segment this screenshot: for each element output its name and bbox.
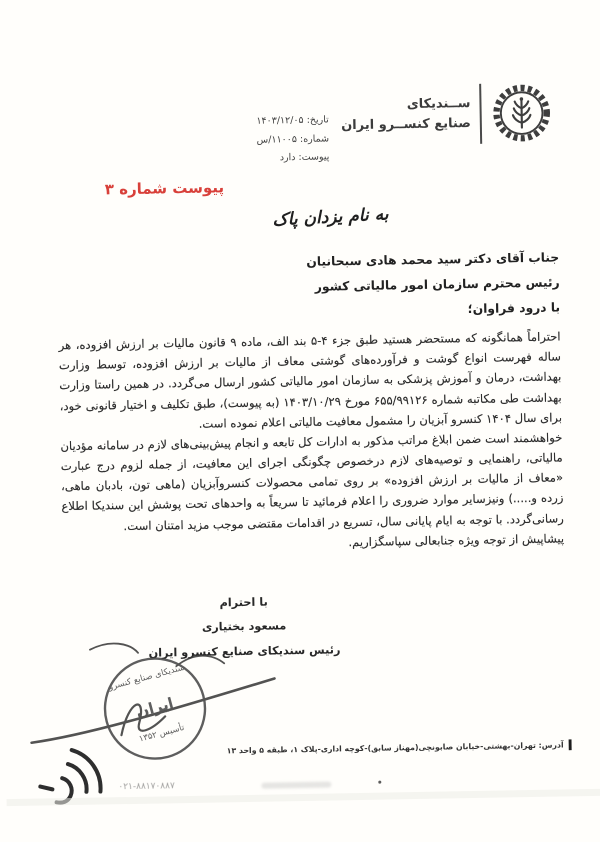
recipient-name: جناب آقای دکتر سید محمد هادی سبحانیان <box>306 250 560 269</box>
org-name-line1: ســندیکای <box>406 95 471 112</box>
signatory-title: رئیس سندیکای صنایع کنسرو ایران <box>148 642 341 660</box>
recipient-title: رئیس محترم سازمان امور مالیاتی کشور <box>314 275 560 294</box>
closing-line: پیشاپیش از توجه ویژه جنابعالی سپاسگزاریم. <box>348 531 565 549</box>
footer-phone-smudge <box>261 782 331 789</box>
address-text: آدرس: تهران-بهشتی-خیابان صابونچی(مهناز سابق)-کوچه اداری-پلاک ۱، طبقه ۵ واحد ۱۳ <box>226 740 564 756</box>
recipient-block <box>117 245 560 328</box>
letter-attachment: پیوست: دارد <box>279 151 330 164</box>
stamp-center-text: ایران <box>134 693 176 722</box>
footer-arcs-mark <box>32 745 122 839</box>
org-name <box>341 94 471 137</box>
stamp-ring-text: سندیکای صنایع کنسرو <box>107 662 186 693</box>
letterhead <box>340 82 553 148</box>
salutation: با درود فراوان؛ <box>467 300 561 317</box>
signature-respect: با احترام <box>219 595 268 610</box>
signatory-name: مسعود بختیاری <box>201 619 287 635</box>
attachment-note-red: پیوست شماره ۳ <box>104 178 225 199</box>
org-name-line2: صنایع کنســرو ایران <box>341 115 471 134</box>
body-paragraph-1: احتراماً همانگونه که مستحضر هستید طبق جزء ۴-۵ بند الف، ماده ۹ قانون مالیات بر ارزش افزوده، هر ساله فهرست انواع گوشت و فرآورده‌های گوشتی معاف از مالیات بر ارزش افزوده، توسط وزارت بهداشت، درمان و آموزش پزشکی به سازمان امور مالیاتی کشور ارسال می‌گردد. در همین راستا وزارت بهداشت طی مکاتبه شماره ۶۵۵/۹۹۱۲۶ مورخ ۱۴۰۳/۱۰/۲۹ (به پیوست)، طبق تکلیف و اختیار قانونی خود، برای سال ۱۴۰۴ کنسرو آبزیان را مشمول معافیت مالیاتی اعلام نموده است. <box>58 329 563 431</box>
letter-meta <box>217 111 330 168</box>
stamp-founded-text: تأسیس ۱۳۵۲ <box>137 722 186 745</box>
body-paragraph-2: خواهشمند است ضمن ابلاغ مراتب مذکور به ادارات کل تابعه و انجام پیش‌بینی‌های لازم در سامانه مؤدیان مالیاتی، راهنمایی و توصیه‌های لازم درخصوص چگونگی اجرای این معافیت، از جمله لزوم درج عبارت «معاف از مالیات بر ارزش افزوده» بر روی تمامی محصولات کنسروآبزیان (ماهی تون، بادبان ماهی، زرده و.....) ونیزسایر موارد ضروری را اعلام فرمائید تا سریعاً به واحدهای تحت پوشش این سندیکا اطلاع رسانی‌گردد. با توجه به ایام پایانی سال، تسریع در اقدامات مقتضی موجب مزید امتنان است. <box>60 430 564 533</box>
scan-speck <box>378 781 381 784</box>
footer-phone: ۰۲۱-۸۸۱۷۰۸۸۷ <box>118 781 175 793</box>
bismillah: به نام یزدان پاک <box>271 204 389 231</box>
letter-date: تاریخ: ۱۴۰۳/۱۲/۰۵ <box>256 114 329 127</box>
letter-body <box>58 326 564 557</box>
gear-plant-icon <box>490 82 553 145</box>
logo-divider <box>479 84 482 144</box>
letter-number: شماره: ۱۱۰۰۵/س <box>256 132 330 146</box>
address-divider-bar <box>569 739 572 750</box>
